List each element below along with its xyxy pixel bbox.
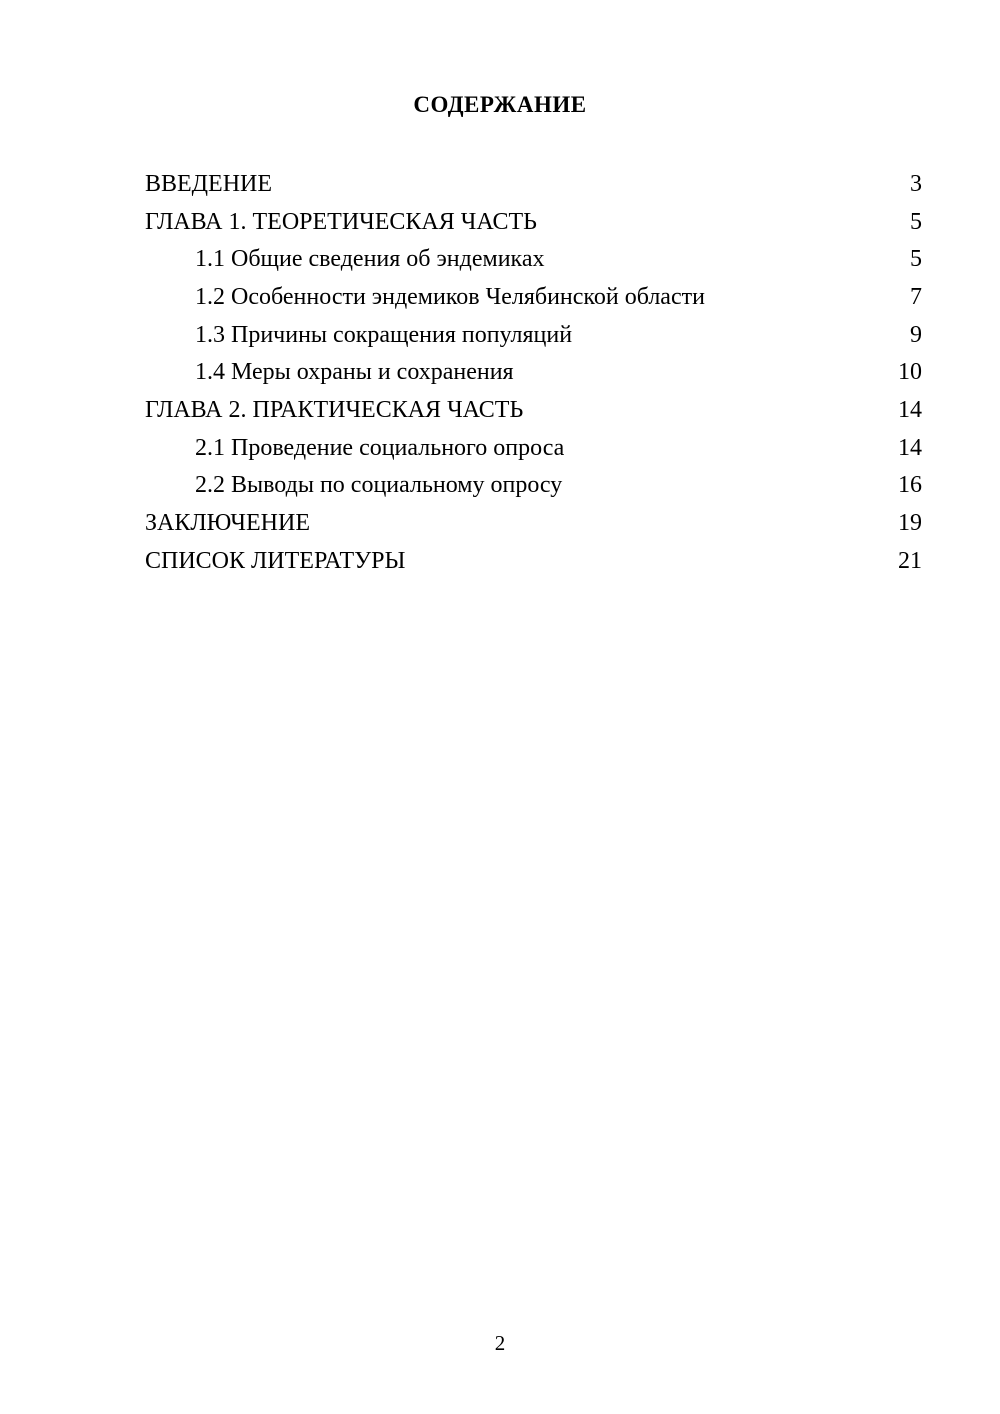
toc-entry-label: 2.2 Выводы по социальному опросу — [195, 472, 563, 499]
toc-entry-label: ГЛАВА 2. ПРАКТИЧЕСКАЯ ЧАСТЬ — [145, 397, 524, 424]
toc-entry-1-3[interactable] — [145, 317, 922, 355]
toc-entry-page: 10 — [898, 359, 922, 386]
toc-entry-label: 1.2 Особенности эндемиков Челябинской области — [195, 284, 705, 311]
toc-entry-label: 1.1 Общие сведения об эндемиках — [195, 246, 545, 273]
toc-entry-label: СПИСОК ЛИТЕРАТУРЫ — [145, 547, 406, 574]
toc-entry-1-2[interactable] — [145, 279, 922, 317]
toc-entry-2-1[interactable] — [145, 430, 922, 468]
toc-entry-chapter-1[interactable] — [145, 204, 922, 242]
toc-entry-chapter-2[interactable] — [145, 392, 922, 430]
toc-entry-2-2[interactable] — [145, 467, 922, 505]
toc-entry-label: ВВЕДЕНИЕ — [145, 171, 273, 197]
toc-entry-label: ЗАКЛЮЧЕНИЕ — [145, 510, 310, 537]
toc-entry-page: 7 — [910, 284, 922, 311]
toc-entry-label: 1.3 Причины сокращения популяций — [195, 321, 573, 348]
toc-entry-page: 9 — [910, 321, 922, 348]
toc-entry-label: ГЛАВА 1. ТЕОРЕТИЧЕСКАЯ ЧАСТЬ — [145, 208, 537, 235]
toc-entry-page: 3 — [910, 171, 922, 197]
toc-entry-page: 21 — [898, 547, 922, 574]
toc-entry-vvedenie[interactable] — [145, 166, 922, 204]
toc-entry-label: 2.1 Проведение социального опроса — [195, 434, 565, 461]
toc-entry-page: 5 — [910, 246, 922, 273]
toc-entry-page: 19 — [898, 510, 922, 537]
toc-entry-1-4[interactable] — [145, 354, 922, 392]
toc-entry-page: 5 — [910, 208, 922, 235]
toc-entry-spisok-literatury[interactable] — [145, 543, 922, 581]
toc-entry-label: 1.4 Меры охраны и сохранения — [195, 359, 514, 386]
toc-entry-zaklyuchenie[interactable] — [145, 505, 922, 543]
toc-entry-page: 14 — [898, 397, 922, 424]
page-number-footer: 2 — [494, 1331, 506, 1355]
toc-entry-page: 16 — [898, 472, 922, 499]
table-of-contents — [145, 166, 922, 580]
toc-entry-1-1[interactable] — [145, 241, 922, 279]
toc-entry-page: 14 — [898, 434, 922, 461]
page-title: СОДЕРЖАНИЕ — [413, 92, 587, 117]
